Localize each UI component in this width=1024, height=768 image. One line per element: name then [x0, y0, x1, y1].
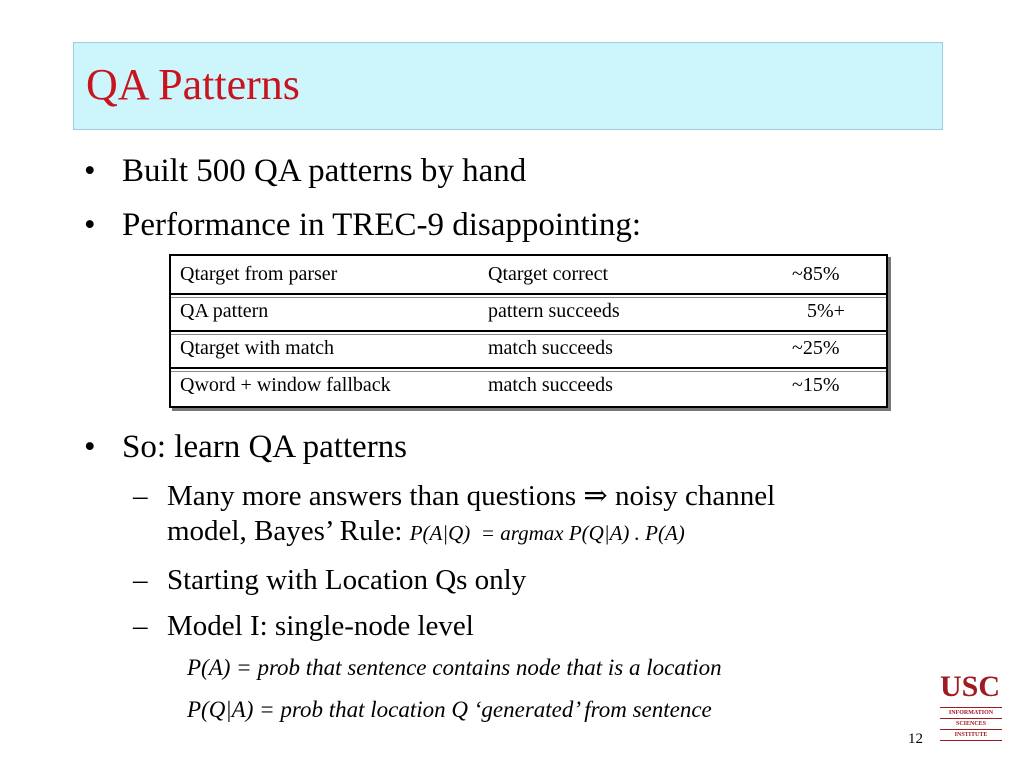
definition-pqa: P(Q|A) = prob that location Q ‘generated’ from sentence [187, 697, 712, 722]
logo-usc-text: USC [940, 670, 1001, 703]
logo-subtext: SCIENCES [955, 721, 986, 727]
table-cell: ~25% [792, 337, 840, 359]
table-row [171, 367, 886, 404]
table-cell: match succeeds [488, 337, 613, 359]
page-number: 12 [908, 731, 923, 747]
slide-title: QA Patterns [86, 60, 300, 109]
table-cell: match succeeds [488, 374, 613, 396]
table-cell: QA pattern [180, 300, 269, 322]
definition-pa: P(A) = prob that sentence contains node that is a location [187, 655, 722, 680]
bayes-formula: P(A|Q) = argmax P(Q|A) . P(A) [409, 520, 685, 545]
table-cell: Qword + window fallback [180, 374, 391, 396]
bullet-text: So: learn QA patterns [122, 429, 408, 465]
title-box [73, 42, 943, 130]
table-row [171, 330, 886, 369]
sub-bullet-text: Starting with Location Qs only [167, 564, 527, 596]
table-cell: ~15% [792, 374, 840, 396]
bullet-marker: • [84, 429, 96, 465]
table-cell: Qtarget from parser [180, 263, 338, 285]
dash-marker: – [133, 610, 148, 642]
bullet-marker: • [84, 153, 96, 189]
table-cell: Qtarget correct [488, 263, 609, 285]
table-row [171, 256, 886, 295]
usc-isi-logo [938, 672, 1004, 748]
sub-bullet-text: noisy channel [607, 480, 776, 512]
performance-table [169, 254, 888, 408]
table-cell: pattern succeeds [488, 300, 620, 322]
bullet-text: Built 500 QA patterns by hand [122, 153, 527, 189]
table-cell: ~85% [792, 263, 840, 285]
sub-bullet-text: model, Bayes’ Rule: [167, 514, 410, 547]
sub-bullet-text: Many more answers than questions [167, 480, 577, 512]
logo-subtext: INSTITUTE [954, 732, 988, 738]
bullet-marker: • [84, 207, 96, 243]
implies-icon: ⇒ [583, 480, 608, 512]
table-cell: Qtarget with match [180, 337, 335, 359]
logo-subtext: INFORMATION [948, 710, 994, 716]
dash-marker: – [133, 564, 148, 596]
bullet-text: Performance in TREC-9 disappointing: [122, 207, 642, 243]
dash-marker: – [133, 480, 148, 512]
sub-bullet-text: Model I: single-node level [167, 610, 474, 642]
table-cell: 5%+ [792, 300, 845, 322]
table-row [171, 293, 886, 332]
